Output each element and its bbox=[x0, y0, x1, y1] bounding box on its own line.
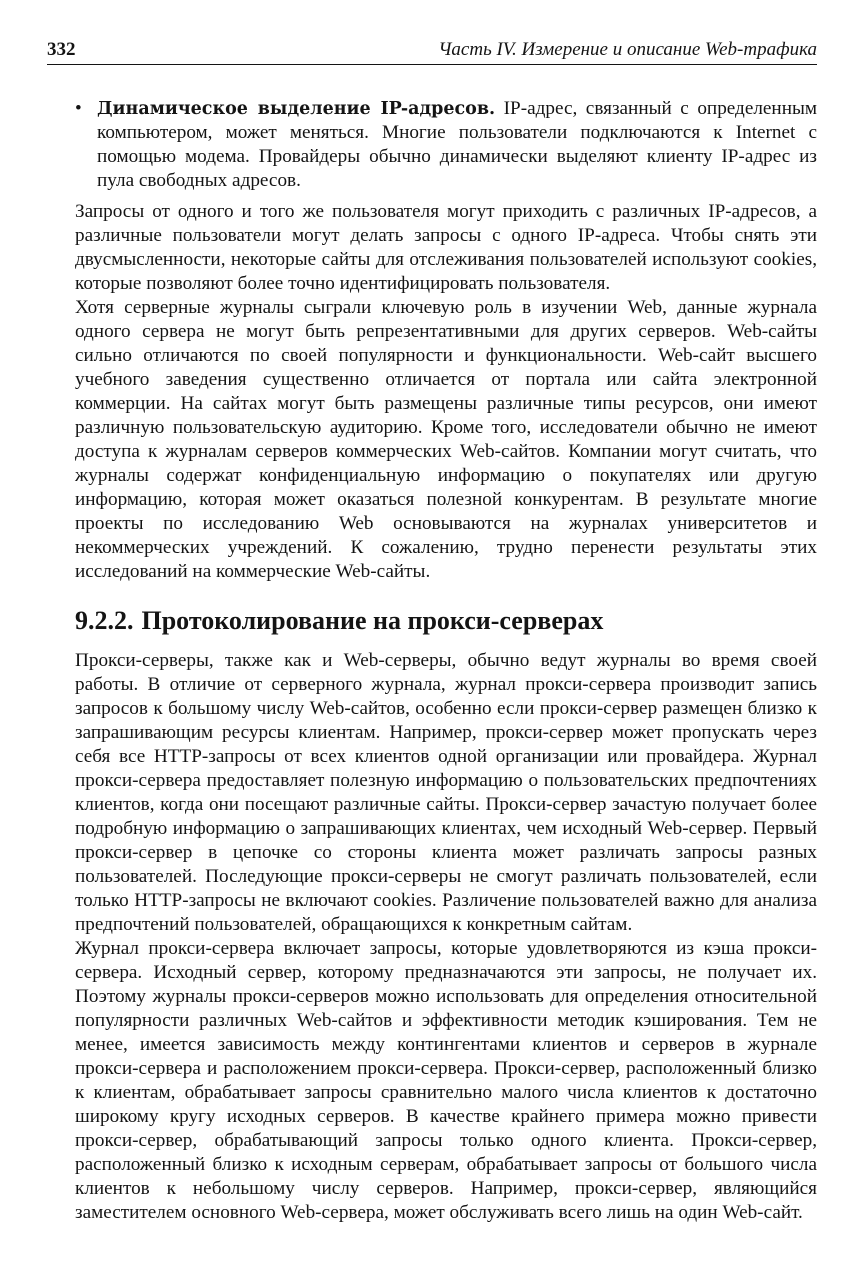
section-number: 9.2.2. bbox=[75, 606, 134, 635]
bullet-term: Динамическое выделение IP-адресов. bbox=[97, 99, 496, 119]
paragraph: Прокси-серверы, также как и Web-серверы, обычно ведут журналы во время своей работы. В отличие от серверного журнала, журнал прокси-сервера производит запись запросов к большому числу Web-сайтов, особенно если прокси-сервер размещен близко к запрашивающим ресурсы клиентам. Например, прокси-сервер может пропускать через себя все HTTP-запросы от всех клиентов одной организации или провайдера. Журнал прокси-сервера предоставляет полезную информацию о пользовательских предпочтениях клиентов, когда они посещают различные сайты. Прокси-сервер зачастую получает более подробную информацию о запрашивающих клиентах, чем исходный Web-сервер. Первый прокси-сервер в цепочке со стороны клиента может различать запросы разных пользователей. Последующие прокси-серверы не смогут различать пользователей, если только HTTP-запросы не включают cookies. Различение пользователей важно для анализа предпочтений пользователей, обращающихся к конкретным сайтам. bbox=[75, 650, 817, 935]
running-title: Часть IV. Измерение и описание Web-трафика bbox=[438, 39, 817, 60]
bullet-marker: • bbox=[75, 98, 82, 119]
bullet-item bbox=[75, 97, 817, 193]
paragraph: Запросы от одного и того же пользователя могут приходить с различных IP-адресов, а различные пользователи могут делать запросы с одного IP-адреса. Чтобы снять эти двусмысленности, некоторые сайты для отслеживания пользователей используют cookies, которые позволяют более точно идентифицировать пользователя. bbox=[75, 201, 817, 294]
section-heading bbox=[75, 605, 817, 637]
running-header bbox=[47, 38, 817, 65]
section-title: Протоколирование на прокси-серверах bbox=[141, 606, 604, 635]
book-page bbox=[47, 38, 817, 1225]
page-number: 332 bbox=[47, 39, 76, 60]
bullet-text: IP-адрес, связанный с определенным компьютером, может меняться. Многие пользователи подключаются к Internet с помощью модема. Провайдеры обычно динамически выделяют клиенту IP-адрес из пула свободных адресов. bbox=[97, 98, 817, 191]
paragraph: Журнал прокси-сервера включает запросы, которые удовлетворяются из кэша прокси-сервера. Исходный сервер, которому предназначаются эти запросы, не получает их. Поэтому журналы прокси-серверов можно использовать для определения относительной популярности различных Web-сайтов и эффективности методик кэширования. Тем не менее, имеется зависимость между контингентами клиентов и серверов в журнале прокси-сервера и расположением прокси-сервера. Прокси-сервер, расположенный близко к клиентам, обрабатывает запросы сравнительно малого числа клиентов к достаточно широкому кругу исходных серверов. В качестве крайнего примера можно привести прокси-сервер, обрабатывающий запросы только одного клиента. Прокси-сервер, расположенный близко к исходным серверам, обрабатывает запросы от большого числа клиентов к небольшому числу серверов. Например, прокси-сервер, являющийся заместителем основного Web-сервера, может обслуживать всего лишь на один Web-сайт. bbox=[75, 938, 817, 1223]
paragraph: Хотя серверные журналы сыграли ключевую роль в изучении Web, данные журнала одного сервера не могут быть репрезентативными для других серверов. Web-сайты сильно отличаются по своей популярности и функциональности. Web-сайт высшего учебного заведения существенно отличается от портала или сайта электронной коммерции. На сайтах могут быть размещены различные типы ресурсов, они имеют различную пользовательскую аудиторию. Кроме того, исследователи обычно не имеют доступа к журналам серверов коммерческих Web-сайтов. Компании могут считать, что журналы содержат конфиденциальную информацию о покупателях или другую информацию, которая может оказаться полезной конкурентам. В результате многие проекты по исследованию Web основываются на журналах университетов и некоммерческих учреждений. К сожалению, трудно перенести результаты этих исследований на коммерческие Web-сайты. bbox=[75, 297, 817, 582]
